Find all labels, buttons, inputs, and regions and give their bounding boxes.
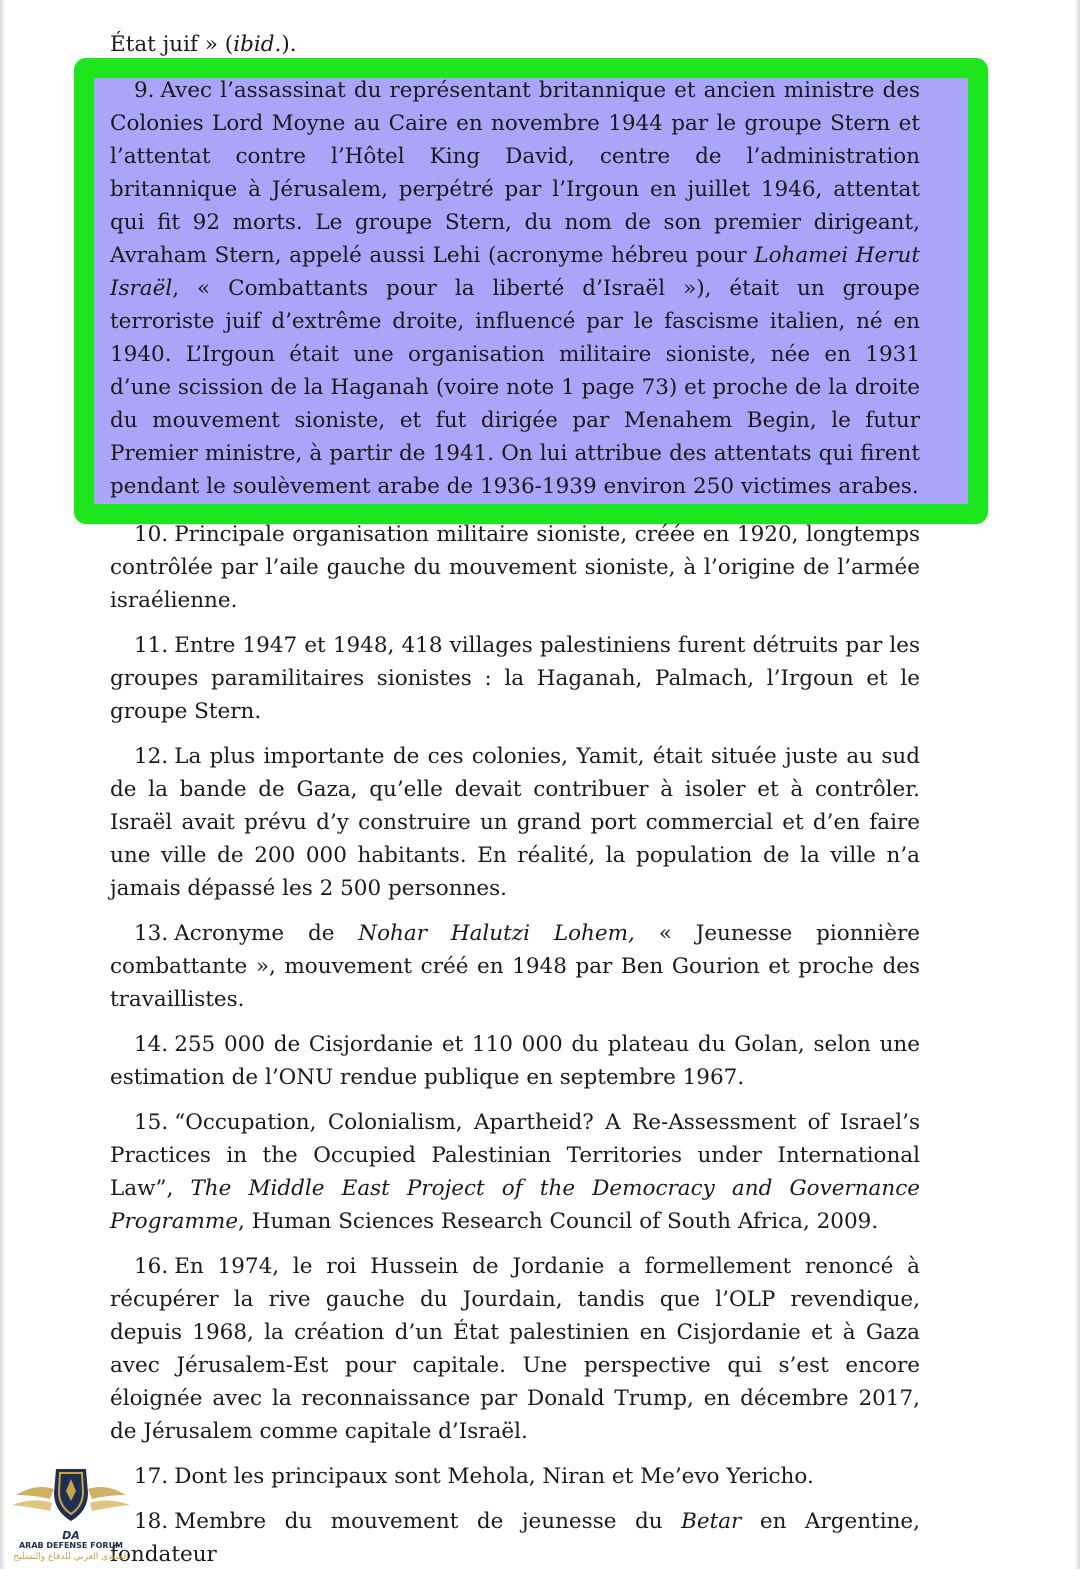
watermark-logo-text: DA bbox=[62, 1529, 80, 1542]
note-16 bbox=[110, 1250, 920, 1448]
note-text: Acronyme de bbox=[174, 921, 359, 946]
note-number: 17. bbox=[134, 1464, 169, 1489]
note-text: 255 000 de Cisjordanie et 110 000 du plateau du Golan, selon une estimation de l’ONU rendue publique en septembre 1967. bbox=[110, 1032, 920, 1090]
note-text: , « Combattants pour la liberté d’Israël »), était un groupe terroriste juif d’extrême droite, influencé par le fascisme italien, né en 1940. L’Irgoun était une organisation militaire sioniste, née en 1931 d’une scission de la Haganah (voire note 1 page 73) et proche de la droite du mouvement sioniste, et fut dirigée par Menahem Begin, le futur Premier ministre, à partir de 1941. On lui attribue des attentats qui firent pendant le soulèvement arabe de 1936-1939 environ 250 victimes arabes. bbox=[110, 276, 920, 499]
note-11 bbox=[110, 629, 920, 728]
note-text: Membre du mouvement de jeunesse du bbox=[174, 1509, 682, 1534]
note-number: 13. bbox=[134, 921, 169, 946]
note-18 bbox=[110, 1505, 920, 1571]
shield-wings-icon bbox=[6, 1465, 136, 1535]
note-text: en Argentine, fondateur bbox=[110, 1509, 920, 1567]
note-italic: Lohamei Herut Israël bbox=[110, 243, 920, 301]
page-edge-left bbox=[0, 0, 6, 1569]
note-italic: The Middle East Project of the Democracy and Governance Programme bbox=[110, 1176, 920, 1234]
note-text: Entre 1947 et 1948, 418 villages palestiniens furent détruits par les groupes paramilitaires sionistes : la Haganah, Palmach, l’Irgoun et le groupe Stern. bbox=[110, 633, 920, 724]
note-text: Dont les principaux sont Mehola, Niran et Me’evo Yericho. bbox=[174, 1464, 814, 1489]
watermark bbox=[6, 1465, 136, 1565]
page-edge-right bbox=[1074, 0, 1080, 1569]
note-number: 15. bbox=[134, 1110, 169, 1135]
top-line bbox=[110, 28, 297, 61]
note-text: Avec l’assassinat du représentant britannique et ancien ministre des Colonies Lord Moyne au Caire en novembre 1944 par le groupe Stern et l’attentat contre l’Hôtel King David, centre de l’administration britannique à Jérusalem, perpétré par l’Irgoun en juillet 1946, attentat qui fit 92 morts. Le groupe Stern, du nom de son premier dirigeant, Avraham Stern, appelé aussi Lehi (acronyme hébreu pour bbox=[110, 78, 920, 268]
note-text: « Jeunesse pionnière combattante », mouvement créé en 1948 par Ben Gourion et proche des travaillistes. bbox=[110, 921, 920, 1012]
note-number: 16. bbox=[134, 1254, 169, 1279]
note-number: 18. bbox=[134, 1509, 169, 1534]
note-13 bbox=[110, 917, 920, 1016]
notes-list bbox=[110, 518, 920, 1571]
note-number: 14. bbox=[134, 1032, 169, 1057]
note-12 bbox=[110, 740, 920, 905]
note-14 bbox=[110, 1028, 920, 1094]
note-9-paragraph bbox=[110, 74, 920, 503]
note-text: , Human Sciences Research Council of South Africa, 2009. bbox=[238, 1209, 879, 1234]
note-text: Principale organisation militaire sioniste, créée en 1920, longtemps contrôlée par l’aile gauche du mouvement sioniste, à l’origine de l’armée israélienne. bbox=[110, 522, 920, 613]
note-text: En 1974, le roi Hussein de Jordanie a formellement renoncé à récupérer la rive gauche du Jourdain, tandis que l’OLP revendique, depuis 1968, la création d’un État palestinien en Cisjordanie et à Gaza avec Jérusalem-Est pour capitale. Une perspective qui s’est encore éloignée avec la reconnaissance par Donald Trump, en décembre 2017, de Jérusalem comme capitale d’Israël. bbox=[110, 1254, 920, 1444]
note-number: 12. bbox=[134, 744, 169, 769]
note-17 bbox=[110, 1460, 920, 1493]
note-10 bbox=[110, 518, 920, 617]
watermark-arabic: المنتدى العربي للدفاع والتسليح bbox=[13, 1552, 129, 1562]
note-text: “Occupation, Colonialism, Apartheid? A Re-Assessment of Israel’s Practices in the Occupied Palestinian Territories under International Law”, bbox=[110, 1110, 920, 1201]
note-text: La plus importante de ces colonies, Yamit, était située juste au sud de la bande de Gaza, qu’elle devait contribuer à isoler et à contrôler. Israël avait prévu d’y construire un grand port commercial et d’en faire une ville de 200 000 habitants. En réalité, la population de la ville n’a jamais dépassé les 2 500 personnes. bbox=[110, 744, 920, 901]
note-15 bbox=[110, 1106, 920, 1238]
watermark-name: ARAB DEFENSE FORUM bbox=[18, 1541, 124, 1550]
note-italic: Nohar Halutzi Lohem, bbox=[358, 921, 635, 946]
note-9 bbox=[110, 74, 920, 503]
note-italic: Betar bbox=[681, 1509, 742, 1534]
note-number: 9. bbox=[134, 78, 155, 103]
note-number: 10. bbox=[134, 522, 169, 547]
top-line-text: État juif » (ibid.). bbox=[110, 32, 297, 57]
note-number: 11. bbox=[134, 633, 169, 658]
